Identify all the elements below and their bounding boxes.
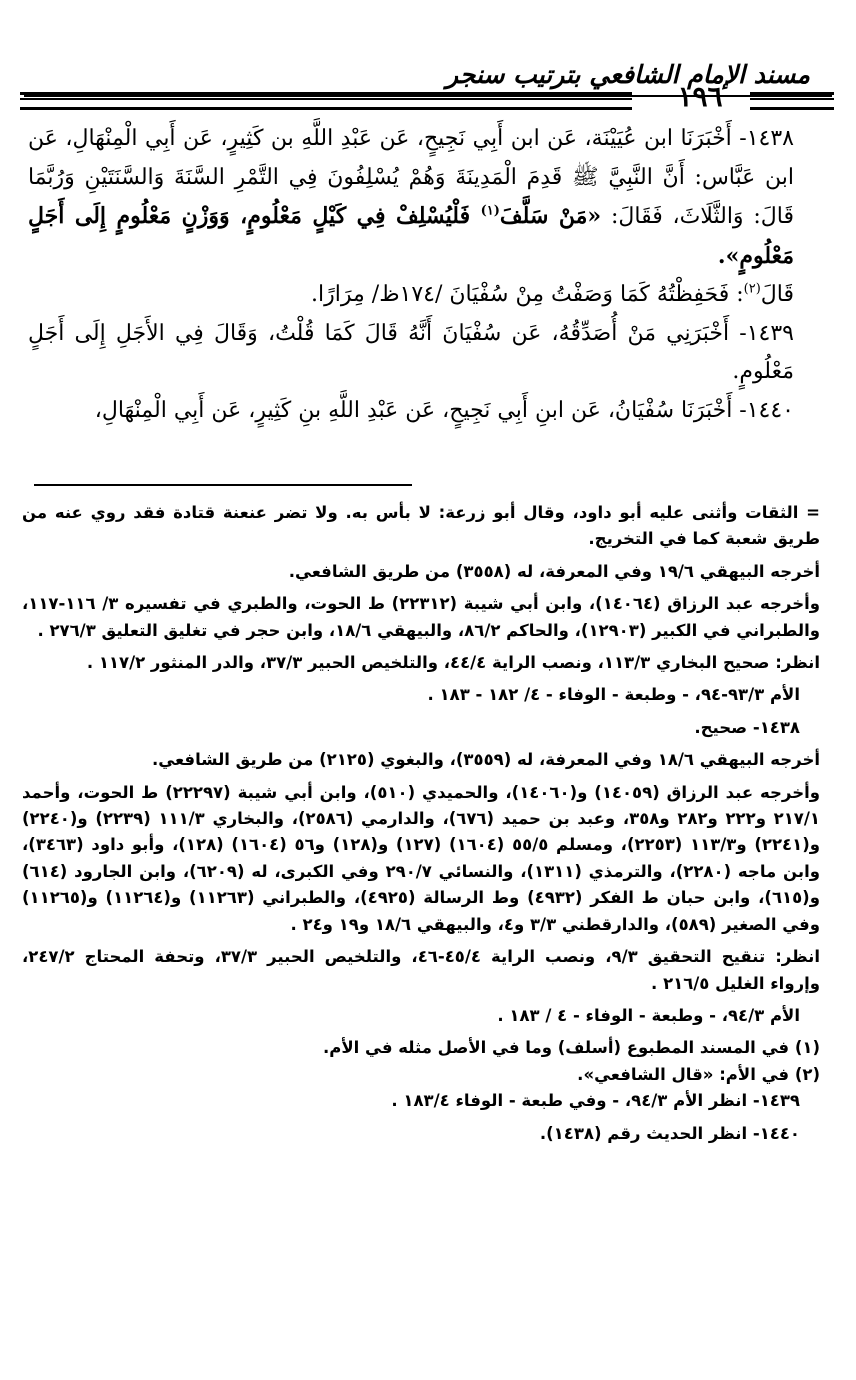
hadith-body: - أَخْبَرَنِي مَنْ أُصَدِّقُهُ، عَن سُفْيَانَ أَنَّهُ قَالَ كَمَا قُلْتُ، وَقَالَ فِي الأَجَلِ إِلَى أَجَلٍ مَعْلُومٍ. [28, 320, 794, 384]
running-title: مسند الإمام الشافعي بترتيب سنجر [446, 60, 810, 89]
footnote-ref-1: (١) [480, 203, 500, 219]
page-number-ornament-left [20, 92, 632, 110]
page-number-row [20, 80, 834, 114]
hadith-1440 [28, 392, 816, 431]
hadith-body: - أَخْبَرَنَا ابن عُيَيْنَة، عَن ابن أَبِي نَجِيحٍ، عَن عَبْدِ اللَّهِ بن كَثِيرٍ، عَن أَبِي الْمِنْهَالِ، عَن ابن عَبَّاس: أَنَّ النَّبِيَّ ﷺ قَدِمَ الْمَدِينَةَ وَهُمْ يُسْلِفُونَ فِي التَّمْرِ السَّنَةَ وَالسَّنَتَيْنِ وَرُبَّمَا قَالَ: وَالثَّلَاثَ، فَقَالَ: [28, 126, 794, 229]
footnote-divider [34, 484, 412, 486]
hadith-body: - أَخْبَرَنَا سُفْيَانُ، عَن ابنِ أَبِي نَجِيحٍ، عَن عَبْدِ اللَّهِ بنِ كَثِيرٍ، عَن أَبِي الْمِنْهَالِ، [94, 397, 747, 423]
hadith-number: ١٤٣٨ [746, 126, 794, 151]
hadith-text [28, 120, 816, 430]
hadith-1438 [28, 120, 816, 276]
hadith-number: ١٤٣٩ [746, 320, 794, 346]
note-takhrij: أخرجه البيهقي ١٩/٦ وفي المعرفة، له (٣٥٥٨) من طريق الشافعي. [288, 561, 820, 581]
note-references: انظر: تنقيح التحقيق ٩/٣، ونصب الراية ٤٥/٤-٤٦، والتلخيص الحبير ٣٧/٣، وتحفة المحتاج ٢٤٧/٢، وإرواء الغليل ٢١٦/٥ . [22, 947, 820, 993]
note-grading: ١٤٣٨- صحيح. [694, 717, 800, 737]
prophetic-quote: «مَنْ سَلَّفَ$^{(١)}$ فَلْيُسْلِفْ فِي كَيْلٍ مَعْلُومٍ، وَوَزْنٍ مَعْلُومٍ إِلَى أَجَلٍ مَعْلُومٍ». [28, 203, 794, 269]
note-1439: ١٤٣٩- انظر الأم ٩٤/٣، - وفي طبعة - الوفاء ١٨٣/٤ . [391, 1091, 800, 1111]
footnote-1: (١) في المسند المطبوع (أسلف) وما في الأصل مثله في الأم. [322, 1038, 820, 1058]
page-number: ١٩٦ [677, 80, 723, 113]
footnotes [22, 500, 820, 1147]
hadith-number: ١٤٤٠ [746, 397, 794, 423]
narrator-comment: قَالَ$^{(٢)}$: فَحَفِظْتُهُ كَمَا وَصَفْتُ مِنْ سُفْيَانَ /١٧٤ظ/ مِرَارًا. [311, 281, 794, 307]
footnote-ref-2: (٢) [743, 281, 761, 297]
note-1440: ١٤٤٠- انظر الحديث رقم (١٤٣٨). [539, 1123, 800, 1143]
note-continuation: = الثقات وأثنى عليه أبو داود، وقال أبو زرعة: لا بأس به. ولا تضر عنعنة قتادة فقد روي عنه من طريق شعبة كما في التخريج. [22, 503, 820, 549]
hadith-1439 [28, 315, 816, 392]
note-umm: الأم ٩٤/٣، - وطبعة - الوفاء - ٤ / ١٨٣ . [497, 1005, 800, 1025]
note-umm: الأم ٩٣/٣-٩٤، - وطبعة - الوفاء - ٤/ ١٨٢ - ١٨٣ . [427, 685, 800, 705]
footnote-2: (٢) في الأم: «قال الشافعي». [577, 1064, 820, 1084]
note-takhrij: وأخرجه عبد الرزاق (١٤٠٥٩) و(١٤٠٦٠)، والحميدي (٥١٠)، وابن أبي شيبة (٢٢٢٩٧) ط الحوت، وأحمد ٢١٧/١ و٢٢٢ و٢٨٢ و٣٥٨، وعبد بن حميد (٦٧٦)، والدارمي (٢٥٨٦)، والبخاري ١١١/٣ (٢٢٣٩) و(٢٢٤٠) و(٢٢٤١) و١١٣/٣ (٢٢٥٣)، ومسلم ٥٥/٥ (١٦٠٤) (١٢٧) و(١٢٨) و٥٦ (١٦٠٤) (١٢٨)، وأبو داود (٣٤٦٣)، وابن ماجه (٢٢٨٠)، والترمذي (١٣١١)، والنسائي ٢٩٠/٧ وفي الكبرى، له (٦٢٠٩)، وابن الجارود (٦١٤) و(٦١٥)، وابن حبان ط الفكر (٤٩٣٢) وط الرسالة (٤٩٢٥)، والطبراني (١١٢٦٣) و(١١٢٦٤) و(١١٢٦٥) وفي الصغير (٥٨٩)، والدارقطني ٣/٣ و٤، والبيهقي ١٨/٦ و١٩ و٢٤ . [22, 782, 821, 934]
note-takhrij: أخرجه البيهقي ١٨/٦ وفي المعرفة، له (٣٥٥٩)، والبغوي (٢١٢٥) من طريق الشافعي. [152, 750, 820, 770]
note-takhrij: وأخرجه عبد الرزاق (١٤٠٦٤)، وابن أبي شيبة (٢٢٣١٢) ط الحوت، والطبري في تفسيره ٣/ ١١٦-١١٧، والطبراني في الكبير (١٢٩٠٣)، والحاكم ٨٦/٢، والبيهقي ١٨/٦، وابن حجر في تغليق التعليق ٢٧٦/٣ . [22, 594, 820, 640]
note-references: انظر: صحيح البخاري ١١٣/٣، ونصب الراية ٤٤/٤، والتلخيص الحبير ٣٧/٣، والدر المنثور ١١٧/٢ . [86, 653, 820, 673]
page-number-ornament-right [750, 92, 834, 110]
